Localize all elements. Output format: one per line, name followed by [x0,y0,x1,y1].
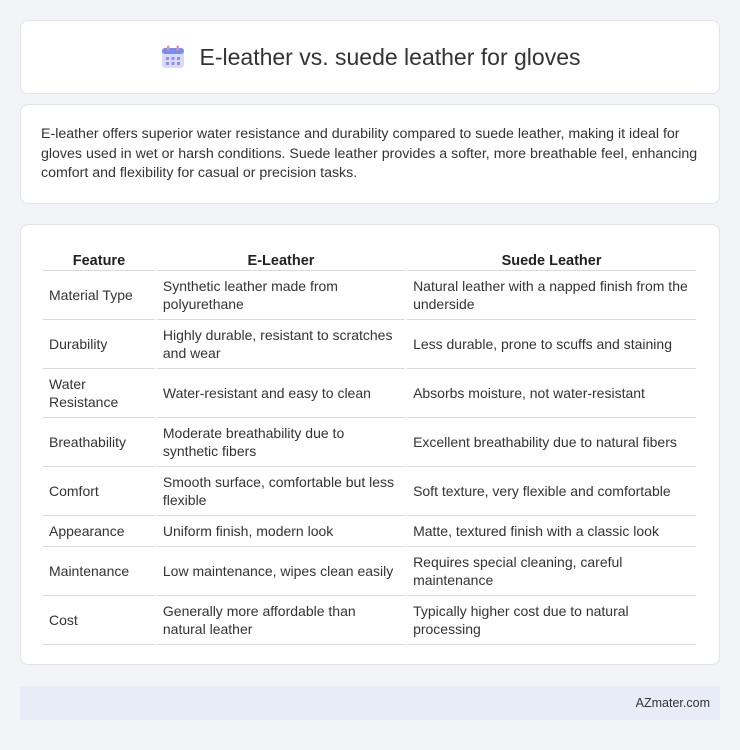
suede-cell: Requires special cleaning, careful maintenance [407,547,696,596]
table-header-row [43,245,696,271]
e-leather-cell: Uniform finish, modern look [157,516,405,547]
header-feature: Feature [43,245,155,271]
e-leather-cell: Water-resistant and easy to clean [157,369,405,418]
table-row [43,320,696,369]
page-title: E-leather vs. suede leather for gloves [199,43,581,70]
e-leather-cell: Generally more affordable than natural leather [157,596,405,645]
suede-cell: Excellent breathability due to natural fibers [407,418,696,467]
table-row [43,596,696,645]
footer [20,686,720,720]
intro-card [20,104,720,204]
title-card [20,20,720,94]
feature-cell: Comfort [43,467,155,516]
table-row [43,547,696,596]
feature-cell: Breathability [43,418,155,467]
table-row [43,418,696,467]
table-row [43,369,696,418]
suede-cell: Absorbs moisture, not water-resistant [407,369,696,418]
feature-cell: Durability [43,320,155,369]
feature-cell: Water Resistance [43,369,155,418]
table-row [43,467,696,516]
suede-cell: Soft texture, very flexible and comfortable [407,467,696,516]
header-e-leather: E-Leather [157,245,405,271]
feature-cell: Appearance [43,516,155,547]
e-leather-cell: Low maintenance, wipes clean easily [157,547,405,596]
e-leather-cell: Smooth surface, comfortable but less flexible [157,467,405,516]
suede-cell: Matte, textured finish with a classic look [407,516,696,547]
suede-cell: Natural leather with a napped finish from the underside [407,271,696,320]
feature-cell: Maintenance [43,547,155,596]
e-leather-cell: Synthetic leather made from polyurethane [157,271,405,320]
e-leather-cell: Highly durable, resistant to scratches and wear [157,320,405,369]
suede-cell: Less durable, prone to scuffs and staining [407,320,696,369]
comparison-table [41,245,698,645]
feature-cell: Cost [43,596,155,645]
suede-cell: Typically higher cost due to natural processing [407,596,696,645]
e-leather-cell: Moderate breathability due to synthetic fibers [157,418,405,467]
comparison-card [20,224,720,665]
feature-cell: Material Type [43,271,155,320]
header-suede-leather: Suede Leather [407,245,696,271]
calendar-icon [160,44,186,70]
intro-text: E-leather offers superior water resistance and durability compared to suede leather, making it ideal for gloves used in wet or harsh conditions. Suede leather provides a softer, more breathable feel, enhancing comfort and flexibility for casual or precision tasks. [41,126,698,181]
table-row [43,271,696,320]
footer-brand: AZmater.com [635,696,710,710]
table-row [43,516,696,547]
